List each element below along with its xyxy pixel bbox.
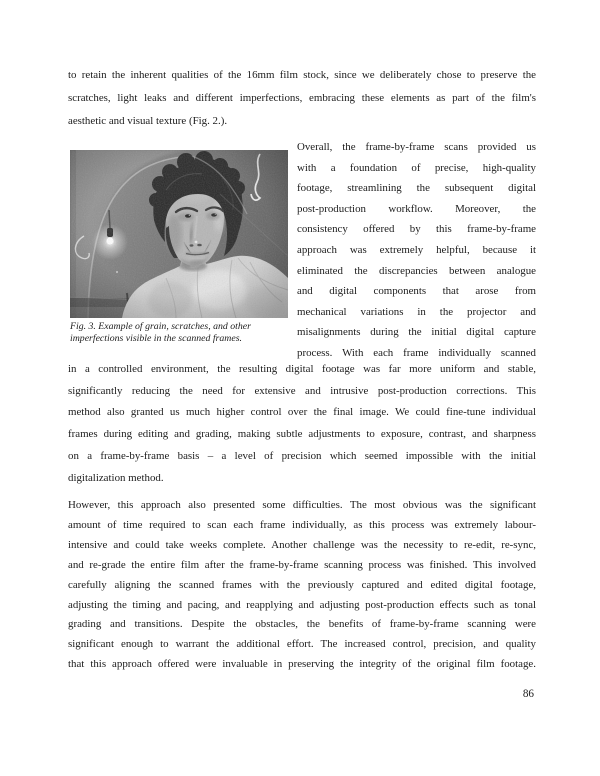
paragraph-column-beside-figure xyxy=(297,137,536,364)
text-line: scratches, light leaks and different imperfections, embracing these elements as part of the film's xyxy=(68,92,536,104)
text-line: grading and transitions. Despite the obstacles, the benefits of frame-by-frame scanning were xyxy=(68,618,536,631)
text-line: significantly reducing the need for extensive and intrusive post-production corrections. This xyxy=(68,384,536,397)
text-line: process. With each frame individually scanned xyxy=(297,346,536,359)
text-line: with a foundation of precise, high-quality xyxy=(297,161,536,174)
text-line: and re-grade the entire film after the frame-by-frame scanning process was finished. This involved xyxy=(68,558,536,571)
text-line: aesthetic and visual texture (Fig. 2.). xyxy=(68,115,228,127)
vignette-overlay xyxy=(70,150,288,318)
text-line: intensive and could take weeks complete. Another challenge was the necessity to re-edit, re-sync, xyxy=(68,538,536,551)
text-line: footage, streamlining the subsequent digital xyxy=(297,182,536,195)
text-line: imperfections visible in the scanned frames. xyxy=(70,333,242,345)
text-line: post-production workflow. Moreover, the xyxy=(297,202,536,215)
text-line: in a controlled environment, the resulting digital footage was far more uniform and stable, xyxy=(68,363,536,375)
scanned-frame-photo xyxy=(70,150,288,318)
text-line: mechanical variations in the projector and xyxy=(297,305,536,318)
text-line: and digital components that arose from xyxy=(297,285,536,298)
text-line: on a frame-by-frame basis – a level of precision which seemed impossible with the initial xyxy=(68,449,536,462)
paragraph-continuation xyxy=(68,359,536,489)
text-line: eliminated the discrepancies between analogue xyxy=(297,264,536,277)
text-line: However, this approach also presented some difficulties. The most obvious was the significant xyxy=(68,499,536,511)
text-line: Overall, the frame-by-frame scans provided us xyxy=(297,141,536,153)
page-number: 86 xyxy=(522,688,534,700)
figure-3 xyxy=(70,150,288,346)
text-line: carefully aligning the scanned frames with the previously captured and edited digital footage, xyxy=(68,578,536,591)
text-line: approach was extremely helpful, because it xyxy=(297,243,536,256)
text-line: to retain the inherent qualities of the 16mm film stock, since we deliberately chose to preserve the xyxy=(68,69,536,81)
text-line: that this approach offered were invaluable in preserving the integrity of the original film footage. xyxy=(68,658,536,671)
paragraph-difficulties xyxy=(68,496,536,675)
text-line: adjusting the timing and pacing, and reapplying and adjusting post-production effects such as tonal xyxy=(68,598,536,611)
text-line: digitalization method. xyxy=(68,471,164,484)
text-line: consistency offered by this frame-by-frame xyxy=(297,223,536,236)
text-line: significant enough to warrant the additional effort. The increased control, precision, and quality xyxy=(68,638,536,651)
text-line: misalignments during the initial digital capture xyxy=(297,326,536,339)
text-line: method also granted us much higher control over the final image. We could fine-tune individual xyxy=(68,406,536,419)
figure-caption xyxy=(70,321,288,346)
text-line: Fig. 3. Example of grain, scratches, and other xyxy=(70,321,251,332)
text-line: amount of time required to scan each frame individually, as this process was extremely labour- xyxy=(68,518,536,531)
paragraph-intro xyxy=(68,64,536,133)
text-line: frames during editing and grading, making subtle adjustments to exposure, contrast, and sharpness xyxy=(68,428,536,441)
